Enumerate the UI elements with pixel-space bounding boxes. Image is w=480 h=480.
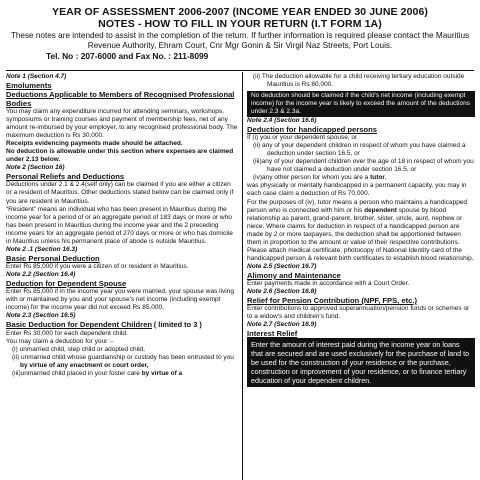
list-item: (iii)any of your dependent children over the age of 18 in respect of whom you have not claimed a deduction under section 16.5, or [253, 158, 474, 174]
note-heading: Note 1 (Section 4.7) [6, 73, 67, 80]
paragraph: Enter Rs 85,000 if in the income year you were married, your spouse was living with or maintained by you and your spouse's net income (including exempt income) for the income year did not exceed Rs 85,000. [6, 287, 234, 312]
list-item [247, 174, 475, 182]
section-heading: Deductions Applicable to Members of Recognised Professional Bodies [6, 90, 235, 109]
paragraph: You may claim a deduction for your :- [6, 338, 114, 346]
paragraph-text: For the purposes of (iv), tutor means a person who maintains a handicapped person who is connected with him or his [247, 198, 468, 214]
list-item-text: (iv)any other person for whom you are a [253, 174, 371, 182]
note-heading: Note 2.3 (Section 16.5) [6, 312, 76, 320]
list-item-text: (iii)unmarried child placed in your foster care [12, 370, 142, 378]
contact-numbers: Tel. No : 207-6000 and Fax No. : 211-8099 [46, 51, 209, 61]
section-heading: Deduction for Dependent Spouse [6, 278, 127, 288]
list-item [6, 370, 238, 378]
paragraph [247, 199, 475, 247]
left-column [6, 73, 238, 378]
paragraph: Enter payments made in accordance with a Court Order. [247, 279, 410, 287]
list-item: (ii) The deduction allowable for a child receiving tertiary education outside Mauritius is Rs 80,000. [253, 73, 465, 89]
note-heading: Note 2.6 (Section 16.8) [247, 287, 317, 295]
note-heading: Note 2.7 (Section 16.9) [247, 321, 317, 329]
note-heading: Note 2.4 (Section 16.6) [247, 117, 317, 125]
section-heading: Deduction for handicapped persons [247, 125, 377, 135]
list-item-text: , [384, 174, 387, 182]
note-heading: Note 2.2 (Section 16.4) [6, 270, 76, 278]
list-item-emphasis: by virtue of any enactment or court order, [20, 362, 149, 370]
list-item-emphasis: tutor [370, 174, 385, 182]
paragraph: Enter Rs 30,000 for each dependent child. [6, 330, 128, 338]
no-deduction-note: No deduction is allowable under this section where expenses are claimed under 2.13 below. [6, 148, 234, 164]
paragraph: Deductions under 2.1 & 2.4(self only) can be claimed if you are either a citizen or a resident of Mauritius. Other deductions stated below can be claimed only if you are resident in Mauritius. [6, 181, 234, 205]
header [0, 6, 480, 61]
section-heading: Personal Reliefs and Deductions [6, 172, 125, 182]
list-item: (ii) any of your dependent children in respect of whom you have claimed a deduction under section 16.5, or [253, 142, 466, 158]
title-notes: NOTES - HOW TO FILL IN YOUR RETURN (I.T FORM 1A) [98, 18, 382, 30]
paragraph: was physically or mentally handicapped in a permanent capacity, you may in each case claim a deduction of Rs 70,000. [247, 182, 467, 198]
section-heading: Basic Deduction for Dependent Children [6, 320, 152, 330]
list-item: (i) unmarried child, step child or adopted child, [12, 346, 145, 354]
paragraph: Please attach medical certificate, photocopy of National Identity card of the handicapped person & relevant birth certificates to establish blood relationship. [247, 246, 474, 262]
note-heading: Note 2 .1 (Section 16.3) [6, 245, 78, 253]
list-item-emphasis: by virtue of a [141, 370, 183, 378]
section-heading-children [6, 320, 238, 330]
note-heading: Note 2.5 (Section 16.7) [247, 262, 317, 270]
receipts-note: Receipts evidencing payments made should be attached. [6, 140, 183, 148]
section-heading: Emoluments [6, 81, 52, 91]
note-heading: Note 2 (Section 16) [6, 164, 65, 172]
paragraph: Enter Rs 85,000 if you were a citizen of or resident in Mauritius. [6, 262, 189, 270]
paragraph-emphasis: dependent [364, 206, 397, 214]
intro-text: These notes are intended to assist in the completion of the return. If further information is required please contact the Mauritius Revenue Authority, Ehram Court, Cnr Mgr Gonin & Sir Virgil Naz Streets, Port Louis. [10, 31, 470, 50]
limit-note: ( limited to 3 ) [153, 320, 202, 330]
list-item: If (i) you or your dependent spouse, or [247, 134, 358, 142]
interest-relief-box: Enter the amount of interest paid during the income year on loans that are secured and are used exclusively for the purchase of land to be used for the construction of your residence or the purchase, construction or improvement of your residence, or to finance tertiary education of your dependent children. [247, 338, 475, 387]
section-heading: Basic Personal Deduction [6, 253, 100, 263]
section-heading: Interest Relief [247, 329, 298, 339]
list-item [6, 354, 238, 370]
paragraph-text: spouse by blood relationship as parent, grand-parent, brother, sister, uncle, aunt, nephew or niece. Where claims for deduction in respect of a handicapped person are made by 2 or more taxpayers, the deduction shall be apportioned between them in proportion to the amount or value of their respective contributions. [247, 206, 462, 246]
paragraph: You may claim any expenditure incurred for attending seminars, workshops, symposiums or training courses and payment of membership fees, net of any amount re-imbursed by your employer, to any recognised professional body. The maximum deduction is Rs 30,000. [6, 108, 238, 140]
title-year-of-assessment: YEAR OF ASSESSMENT 2006-2007 (INCOME YEAR ENDED 30 JUNE 2006) [51, 6, 429, 18]
header-divider [6, 70, 474, 71]
section-heading: Relief for Pension Contribution (NPF, FPS, etc.) [247, 296, 418, 306]
warning-box: No deduction should be claimed if the child's net income (including exempt income) for the income year is likely to exceed the amount of the deductions under 2.3 & 2.3a. [247, 91, 475, 117]
right-column [247, 73, 475, 387]
paragraph: Enter contributions to approved superannuation/pension funds or schemes or to a widow's and children's fund. [247, 305, 470, 321]
section-heading: Alimony and Maintenance [247, 270, 341, 280]
paragraph: “Resident” means an individual who has been present in Mauritius during the income year for a period of or an aggregate period of 183 days or more or who has been present in Mauritius during the income year and the 2 preceding income years for an aggregate period of 270 days or more or who has domicile in Mauritius unless his permanent place of abode is outside Mauritius. [6, 205, 233, 245]
column-divider [242, 72, 243, 480]
list-item-text: (ii) unmarried child whose guardianship or custody has been entrusted to you [12, 354, 234, 362]
